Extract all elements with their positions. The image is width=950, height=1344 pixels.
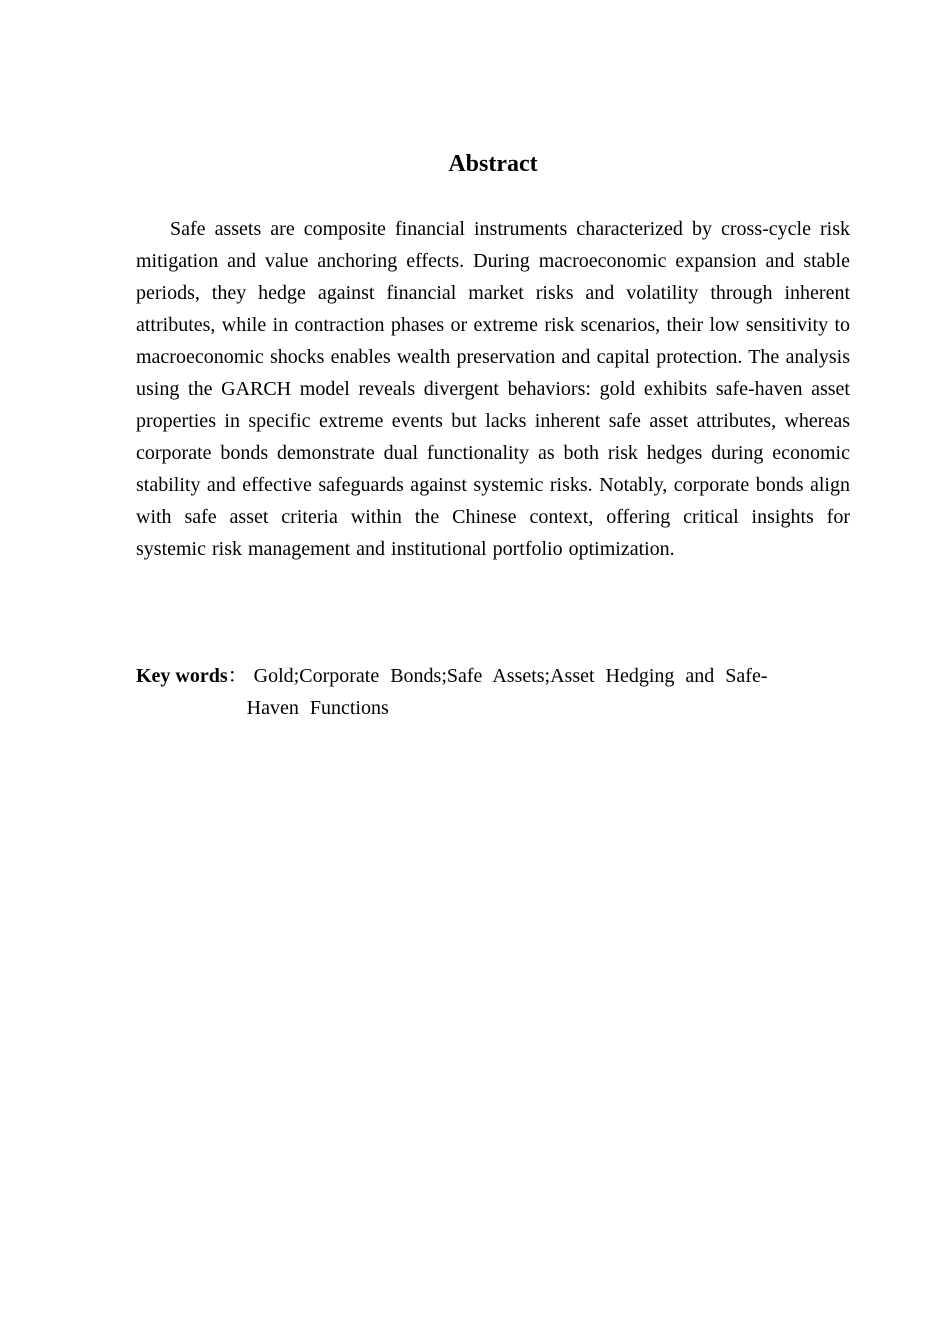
keywords-separator: ： [227,665,248,687]
keywords-section [136,660,836,724]
abstract-paragraph: Safe assets are composite financial instruments characterized by cross-cycle risk mitigation and value anchoring effects. During macroeconomic expansion and stable periods, they hedge against financial market risks and volatility through inherent attributes, while in contraction phases or extreme risk scenarios, their low sensitivity to macroeconomic shocks enables wealth preservation and capital protection. The analysis using the GARCH model reveals divergent behaviors: gold exhibits safe-haven asset properties in specific extreme events but lacks inherent safe asset attributes, whereas corporate bonds demonstrate dual functionality as both risk hedges during economic stability and effective safeguards against systemic risks. Notably, corporate bonds align with safe asset criteria within the Chinese context, offering critical insights for systemic risk management and institutional portfolio optimization. [136,218,850,560]
keywords-list [246,660,824,724]
keywords-line-1: Gold;Corporate Bonds;Safe Assets;Asset Hedging and Safe- [253,665,768,687]
keywords-label: Key words [136,665,228,687]
keywords-line-2: Haven Functions [246,697,389,719]
abstract-heading: Abstract [448,151,538,177]
